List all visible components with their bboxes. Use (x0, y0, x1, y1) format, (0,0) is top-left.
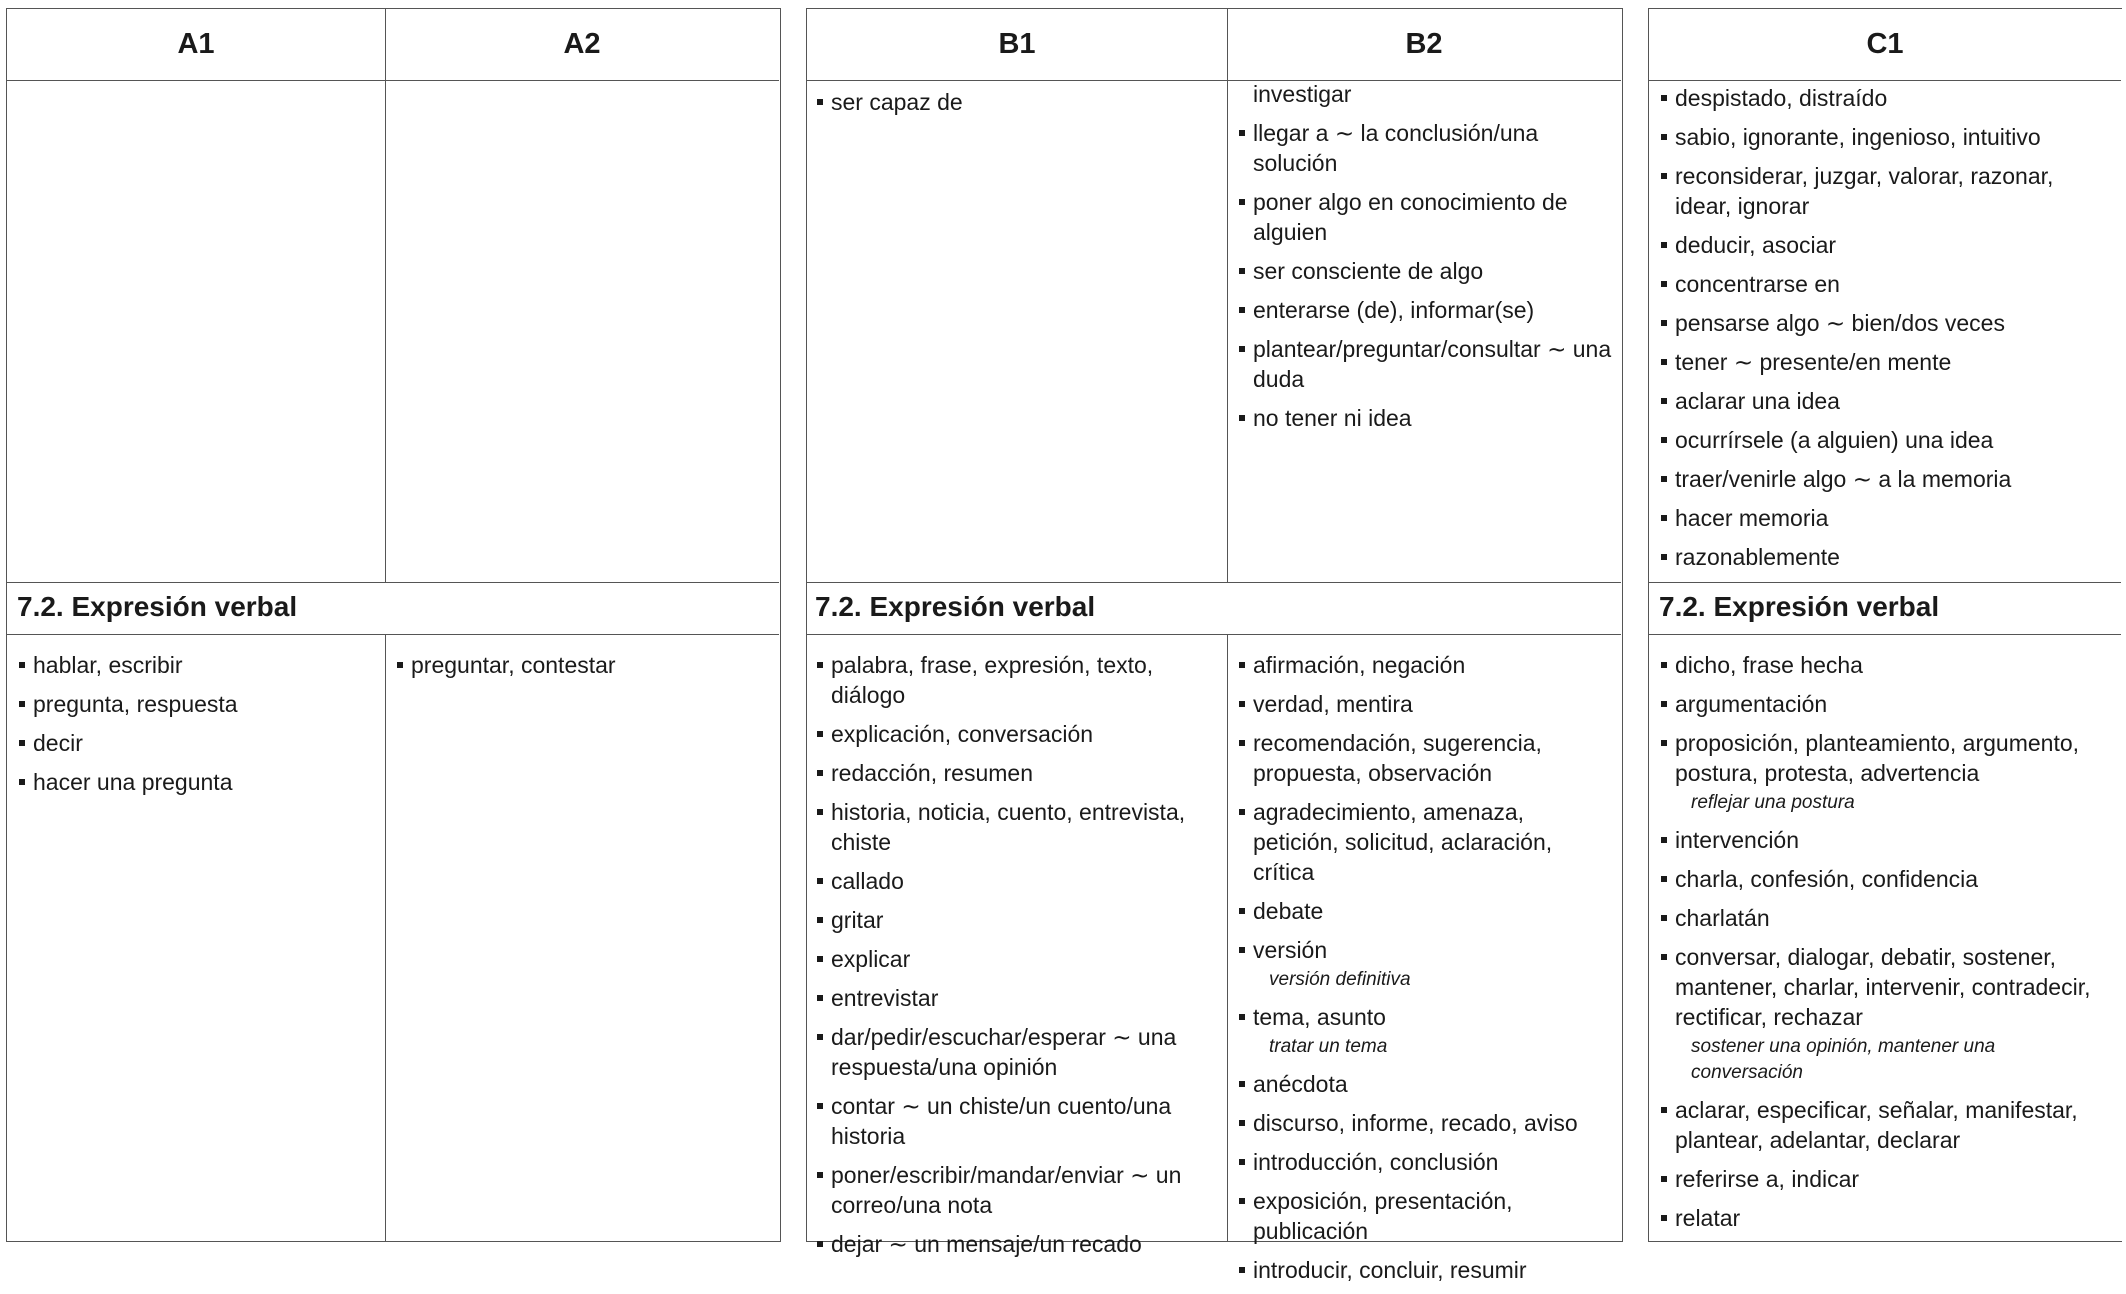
list-a2-bottom (395, 650, 765, 689)
list-item (1659, 161, 2104, 221)
list-b1-bottom (815, 650, 1219, 1268)
list-item-text: ocurrírsele (a alguien) una idea (1675, 427, 1994, 453)
list-item-text: no tener ni idea (1253, 405, 1412, 431)
list-item (1659, 825, 2104, 855)
header-a2: A2 (385, 9, 779, 81)
list-item (1237, 1147, 1615, 1177)
list-item (1659, 689, 2104, 719)
list-item-text: introducir, concluir, resumir (1253, 1257, 1527, 1283)
list-item (1659, 864, 2104, 894)
list-item-text: exposición, presentación, publicación (1253, 1188, 1513, 1244)
list-item (17, 728, 372, 758)
list-item-text: pregunta, respuesta (33, 691, 238, 717)
list-c1-top (1659, 83, 2104, 581)
list-item (1237, 256, 1615, 286)
list-item-text: plantear/preguntar/consultar ∼ una duda (1253, 336, 1612, 392)
list-item-text: charlatán (1675, 905, 1770, 931)
list-item (1659, 347, 2104, 377)
list-item-text: poner/escribir/mandar/enviar ∼ un correo/una nota (831, 1162, 1182, 1218)
list-item-text: ser capaz de (831, 89, 963, 115)
list-item-text: anécdota (1253, 1071, 1348, 1097)
example-phrase: tratar un tema (1269, 1036, 1388, 1057)
list-item (1659, 728, 2104, 816)
list-item (815, 87, 1215, 117)
list-item-text: entrevistar (831, 985, 939, 1011)
list-item (1237, 896, 1615, 926)
list-item-text: hacer una pregunta (33, 769, 233, 795)
list-item (1237, 334, 1615, 394)
list-item-text: introducción, conclusión (1253, 1149, 1499, 1175)
list-item-text: deducir, asociar (1675, 232, 1837, 258)
header-a1: A1 (7, 9, 385, 81)
list-item (1659, 386, 2104, 416)
list-item-text: charla, confesión, confidencia (1675, 866, 1979, 892)
list-item (1237, 728, 1615, 788)
list-item (1237, 689, 1615, 719)
list-item-text: conversar, dialogar, debatir, sostener, mantener, charlar, intervenir, contradecir, rectificar, rechazar (1675, 944, 2091, 1030)
list-item (1659, 425, 2104, 455)
list-item-text: enterarse (de), informar(se) (1253, 297, 1535, 323)
list-item (1237, 118, 1615, 178)
column-divider (1227, 634, 1228, 1241)
column-divider (385, 9, 386, 582)
example-phrase: reflejar una postura (1691, 792, 1855, 813)
list-item-text: tema, asunto (1253, 1004, 1386, 1030)
list-item (815, 650, 1219, 710)
list-item-text: traer/venirle algo ∼ a la memoria (1675, 466, 2012, 492)
list-item-text: afirmación, negación (1253, 652, 1466, 678)
list-item-text: argumentación (1675, 691, 1828, 717)
list-item-text: concentrarse en (1675, 271, 1840, 297)
panel-a-levels (6, 8, 781, 1242)
section-divider (807, 582, 1621, 583)
list-item-text: verdad, mentira (1253, 691, 1413, 717)
list-item (1659, 942, 2104, 1086)
list-b2-bottom (1237, 650, 1615, 1294)
list-item (17, 650, 372, 680)
example-phrase: sostener una opinión, mantener una conversación (1691, 1036, 1996, 1083)
list-item-text: explicar (831, 946, 911, 972)
list-item-text: debate (1253, 898, 1324, 924)
panel-b-levels (806, 8, 1623, 1283)
list-c1-bottom (1659, 650, 2104, 1242)
list-item (1659, 903, 2104, 933)
list-item-text: sabio, ignorante, ingenioso, intuitivo (1675, 124, 2041, 150)
list-item-text: gritar (831, 907, 884, 933)
list-item (815, 944, 1219, 974)
list-item-text: hacer memoria (1675, 505, 1829, 531)
list-item-text: explicación, conversación (831, 721, 1094, 747)
list-item-text: poner algo en conocimiento de alguien (1253, 189, 1568, 245)
list-item (815, 758, 1219, 788)
section-divider (7, 582, 779, 583)
list-item (815, 1091, 1219, 1151)
list-item (395, 650, 765, 680)
list-item (815, 866, 1219, 896)
list-item-text: intervención (1675, 827, 1800, 853)
list-item-text: aclarar una idea (1675, 388, 1840, 414)
list-item (1659, 83, 2104, 113)
section-title: 7.2. Expresión verbal (815, 591, 1096, 622)
list-item-text: investigar (1253, 81, 1352, 107)
list-item (1659, 542, 2104, 572)
list-item-text: hablar, escribir (33, 652, 183, 678)
list-item (1237, 1002, 1615, 1060)
list-item-text: decir (33, 730, 83, 756)
panel-c-levels (1648, 8, 2122, 1242)
list-item-text: preguntar, contestar (411, 652, 616, 678)
list-item (1659, 1095, 2104, 1155)
list-item-text: aclarar, especificar, señalar, manifestar, plantear, adelantar, declarar (1675, 1097, 2078, 1153)
list-item (1237, 797, 1615, 887)
list-item (1659, 269, 2104, 299)
section-title: 7.2. Expresión verbal (17, 591, 298, 622)
list-item (815, 797, 1219, 857)
list-item (1237, 1255, 1615, 1285)
list-item (1659, 1203, 2104, 1233)
column-divider (1227, 9, 1228, 582)
list-item-text: reconsiderar, juzgar, valorar, razonar, idear, ignorar (1675, 163, 2054, 219)
list-item-text: razonablemente (1675, 544, 1840, 570)
list-item-text: agradecimiento, amenaza, petición, solicitud, aclaración, crítica (1253, 799, 1553, 885)
list-item (1237, 79, 1615, 109)
list-item (1237, 1186, 1615, 1246)
list-item-text: pensarse algo ∼ bien/dos veces (1675, 310, 2005, 336)
list-item-text: palabra, frase, expresión, texto, diálogo (831, 652, 1154, 708)
list-b2-top (1237, 79, 1615, 442)
list-item (1659, 464, 2104, 494)
header-c1: C1 (1649, 9, 2121, 81)
list-item (1659, 503, 2104, 533)
header-b2: B2 (1227, 9, 1621, 81)
list-item-text: redacción, resumen (831, 760, 1033, 786)
list-item (815, 1229, 1219, 1259)
list-b1-top (815, 87, 1215, 126)
list-item (815, 1160, 1219, 1220)
list-item-text: contar ∼ un chiste/un cuento/una historia (831, 1093, 1172, 1149)
list-item (17, 767, 372, 797)
header-b1: B1 (807, 9, 1227, 81)
section-divider (807, 634, 1621, 635)
section-title: 7.2. Expresión verbal (1659, 591, 1940, 622)
list-item (1237, 935, 1615, 993)
list-item-text: historia, noticia, cuento, entrevista, chiste (831, 799, 1186, 855)
list-item-text: callado (831, 868, 904, 894)
list-item-text: dejar ∼ un mensaje/un recado (831, 1231, 1142, 1257)
list-item (1237, 403, 1615, 433)
list-item (1659, 122, 2104, 152)
list-item (1237, 187, 1615, 247)
list-item (815, 1022, 1219, 1082)
list-item (1659, 230, 2104, 260)
list-item (1237, 1069, 1615, 1099)
section-divider (1649, 634, 2121, 635)
list-item-text: proposición, planteamiento, argumento, postura, protesta, advertencia (1675, 730, 2080, 786)
list-item-text: dar/pedir/escuchar/esperar ∼ una respuesta/una opinión (831, 1024, 1177, 1080)
list-item (815, 983, 1219, 1013)
list-item-text: referirse a, indicar (1675, 1166, 1860, 1192)
section-divider (7, 634, 779, 635)
list-item (815, 905, 1219, 935)
list-item-text: despistado, distraído (1675, 85, 1888, 111)
list-item-text: versión (1253, 937, 1328, 963)
list-item-text: recomendación, sugerencia, propuesta, observación (1253, 730, 1542, 786)
section-divider (1649, 582, 2121, 583)
list-item (1237, 295, 1615, 325)
list-item-text: dicho, frase hecha (1675, 652, 1863, 678)
list-item-text: llegar a ∼ la conclusión/una solución (1253, 120, 1539, 176)
list-item (17, 689, 372, 719)
list-a1-bottom (17, 650, 372, 806)
list-item-text: ser consciente de algo (1253, 258, 1484, 284)
list-item-text: relatar (1675, 1205, 1741, 1231)
column-divider (385, 634, 386, 1241)
list-item (815, 719, 1219, 749)
list-item (1659, 308, 2104, 338)
list-item-text: tener ∼ presente/en mente (1675, 349, 1952, 375)
list-item (1237, 650, 1615, 680)
list-item (1237, 1108, 1615, 1138)
list-item-text: discurso, informe, recado, aviso (1253, 1110, 1578, 1136)
list-item (1659, 1164, 2104, 1194)
list-item (1659, 650, 2104, 680)
example-phrase: versión definitiva (1269, 969, 1411, 990)
